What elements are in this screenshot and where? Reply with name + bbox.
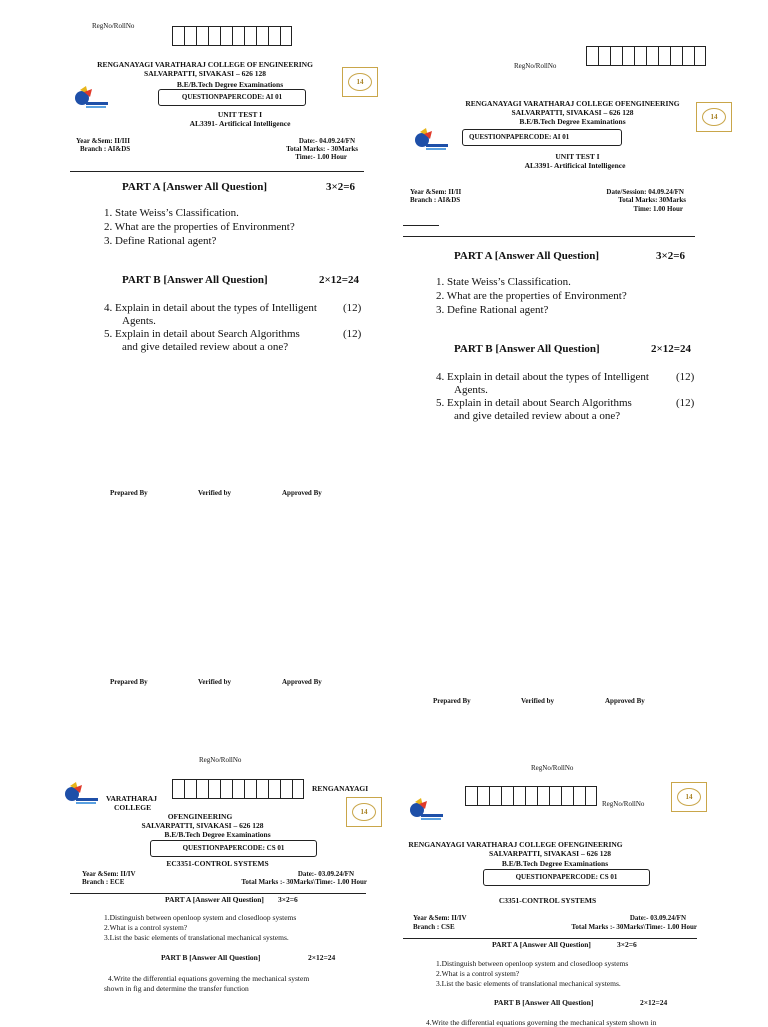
college-name-part: COLLEGE [114, 803, 152, 812]
year-sem: Year &Sem: II/IV [413, 914, 467, 922]
emblem-seal-icon: 14 [342, 67, 378, 97]
regno-label-secondary: RegNo/RollNo [602, 800, 645, 808]
part-a-heading: PART A [Answer All Question] [165, 895, 264, 904]
branch: Branch : ECE [82, 878, 125, 886]
verified-by: Verified by [198, 678, 231, 686]
part-b-marks: 2×12=24 [319, 274, 360, 286]
question-1: 1.Distinguish between openloop system and closedloop systems [104, 913, 297, 922]
question-4-cont: Agents. [122, 315, 156, 327]
college-name-part: VARATHARAJ [106, 794, 157, 803]
verified-by: Verified by [198, 489, 231, 497]
regno-boxes[interactable] [172, 26, 292, 46]
part-a-heading: PART A [Answer All Question] [122, 181, 268, 193]
approved-by: Approved By [605, 697, 645, 705]
part-a-heading: PART A [Answer All Question] [454, 250, 600, 262]
question-2: 2. What are the properties of Environment? [104, 221, 295, 233]
college-logo-icon [407, 796, 445, 824]
question-5-cont: and give detailed review about a one? [454, 410, 621, 422]
question-4-marks: (12) [676, 371, 695, 383]
college-name-part: OFENGINEERING [167, 812, 233, 821]
part-a-marks: 3×2=6 [278, 895, 298, 904]
total-marks-time: Total Marks :- 30Marks\Time:- 1.00 Hour [571, 923, 697, 931]
divider [70, 893, 366, 894]
divider [403, 938, 697, 939]
branch: Branch : CSE [413, 923, 455, 931]
emblem-seal-icon: 14 [346, 797, 382, 827]
college-address: SALVARPATTI, SIVAKASI – 626 128 [144, 69, 266, 78]
college-address: SALVARPATTI, SIVAKASI – 626 128 [489, 849, 611, 858]
part-b-marks: 2×12=24 [651, 343, 692, 355]
exam-date: Date:- 03.09.24/FN [297, 870, 354, 878]
short-divider [403, 225, 439, 226]
regno-label: RegNo/RollNo [514, 62, 557, 70]
part-b-heading: PART B [Answer All Question] [122, 274, 268, 286]
branch: Branch : AI&DS [80, 145, 131, 153]
question-5-marks: (12) [343, 328, 362, 340]
divider [70, 171, 364, 172]
exam-date: Date:- 04.09.24/FN [298, 137, 355, 145]
question-1: 1.Distinguish between openloop system and closedloop systems [436, 959, 629, 968]
prepared-by: Prepared By [110, 489, 148, 497]
question-2: 2. What are the properties of Environment? [436, 290, 627, 302]
part-a-marks: 3×2=6 [617, 940, 637, 949]
question-3: 3. Define Rational agent? [436, 304, 549, 316]
divider [403, 236, 695, 237]
part-b-heading: PART B [Answer All Question] [494, 998, 594, 1007]
college-logo-icon [72, 84, 110, 112]
question-4-cont: shown in fig and determine the transfer function [104, 984, 249, 993]
part-a-heading: PART A [Answer All Question] [492, 940, 591, 949]
degree-label: B.E/B.Tech Degree Examinations [519, 117, 626, 126]
college-name: RENGANAYAGI VARATHARAJ COLLEGE OFENGINEERING [408, 840, 623, 849]
exam-time: Time:- 1.00 Hour [295, 153, 347, 161]
regno-label: RegNo/RollNo [199, 756, 242, 764]
degree-label: B.E/B.Tech Degree Examinations [164, 830, 271, 839]
subject-label: EC3351-CONTROL SYSTEMS [166, 859, 269, 868]
part-b-marks: 2×12=24 [308, 953, 336, 962]
total-marks: Total Marks: - 30Marks [286, 145, 358, 153]
question-paper-code: QUESTIONPAPERCODE: CS 01 [483, 869, 650, 886]
college-logo-icon [62, 780, 100, 808]
subject-label: C3351-CONTROL SYSTEMS [498, 896, 597, 905]
college-name-part: RENGANAYAGI [312, 784, 369, 793]
verified-by: Verified by [521, 697, 554, 705]
exam-date: Date/Session: 04.09.24/FN [606, 188, 684, 196]
branch: Branch : AI&DS [410, 196, 461, 204]
question-2: 2.What is a control system? [104, 923, 188, 932]
question-3: 3.List the basic elements of translational mechanical systems. [104, 933, 289, 942]
prepared-by: Prepared By [433, 697, 471, 705]
regno-boxes[interactable] [465, 786, 597, 806]
question-5: 5. Explain in detail about Search Algorithms [104, 328, 300, 340]
question-5: 5. Explain in detail about Search Algorithms [436, 397, 632, 409]
question-1: 1. State Weiss’s Classification. [436, 276, 571, 288]
unit-test-label: UNIT TEST I [217, 110, 263, 119]
question-4-marks: (12) [343, 302, 362, 314]
part-a-marks: 3×2=6 [656, 250, 686, 262]
question-paper-code: QUESTIONPAPERCODE: CS 01 [150, 840, 317, 857]
emblem-seal-icon: 14 [671, 782, 707, 812]
college-address: SALVARPATTI, SIVAKASI – 626 128 [511, 108, 634, 117]
year-sem: Year &Sem: II/III [76, 137, 130, 145]
question-4: 4.Write the differential equations governing the mechanical system [108, 974, 310, 983]
question-1: 1. State Weiss’s Classification. [104, 207, 239, 219]
college-name: RENGANAYAGI VARATHARAJ COLLEGE OFENGINEERING [465, 99, 680, 108]
approved-by: Approved By [282, 678, 322, 686]
regno-label: RegNo/RollNo [92, 22, 135, 30]
question-paper-code: QUESTIONPAPERCODE: AI 01 [158, 89, 306, 106]
college-name: RENGANAYAGI VARATHARAJ COLLEGE OF ENGINEERING [97, 60, 313, 69]
emblem-seal-icon: 14 [696, 102, 732, 132]
part-b-heading: PART B [Answer All Question] [454, 343, 600, 355]
question-4-cont: Agents. [454, 384, 488, 396]
question-4: 4. Explain in detail about the types of Intelligent [436, 371, 649, 383]
question-paper-code: QUESTIONPAPERCODE: AI 01 [462, 129, 622, 146]
part-b-heading: PART B [Answer All Question] [161, 953, 261, 962]
regno-label: RegNo/RollNo [531, 764, 574, 772]
degree-label: B.E/B.Tech Degree Examinations [176, 80, 284, 89]
degree-label: B.E/B.Tech Degree Examinations [501, 859, 609, 868]
subject-label: AL3391- Artificical Intelligence [524, 161, 626, 170]
question-5-cont: and give detailed review about a one? [122, 341, 289, 353]
total-marks: Total Marks: 30Marks [618, 196, 686, 204]
question-2: 2.What is a control system? [436, 969, 520, 978]
question-3: 3.List the basic elements of translational mechanical systems. [436, 979, 621, 988]
part-b-marks: 2×12=24 [640, 998, 668, 1007]
question-4: 4.Write the differential equations governing the mechanical system shown in [426, 1018, 657, 1027]
year-sem: Year &Sem: II/II [410, 188, 462, 196]
subject-label: AL3391- Artificical Intelligence [189, 119, 291, 128]
prepared-by: Prepared By [110, 678, 148, 686]
college-logo-icon [412, 126, 450, 154]
regno-boxes[interactable] [172, 779, 304, 799]
regno-boxes[interactable] [586, 46, 706, 66]
question-4: 4. Explain in detail about the types of Intelligent [104, 302, 317, 314]
approved-by: Approved By [282, 489, 322, 497]
part-a-marks: 3×2=6 [326, 181, 356, 193]
exam-time: Time: 1.00 Hour [633, 205, 683, 213]
college-address: SALVARPATTI, SIVAKASI – 626 128 [141, 821, 264, 830]
unit-test-label: UNIT TEST I [555, 152, 600, 161]
total-marks-time: Total Marks :- 30Marks\Time:- 1.00 Hour [241, 878, 367, 886]
year-sem: Year &Sem: II/IV [82, 870, 136, 878]
question-3: 3. Define Rational agent? [104, 235, 217, 247]
exam-date: Date:- 03.09.24/FN [629, 914, 686, 922]
question-5-marks: (12) [676, 397, 695, 409]
